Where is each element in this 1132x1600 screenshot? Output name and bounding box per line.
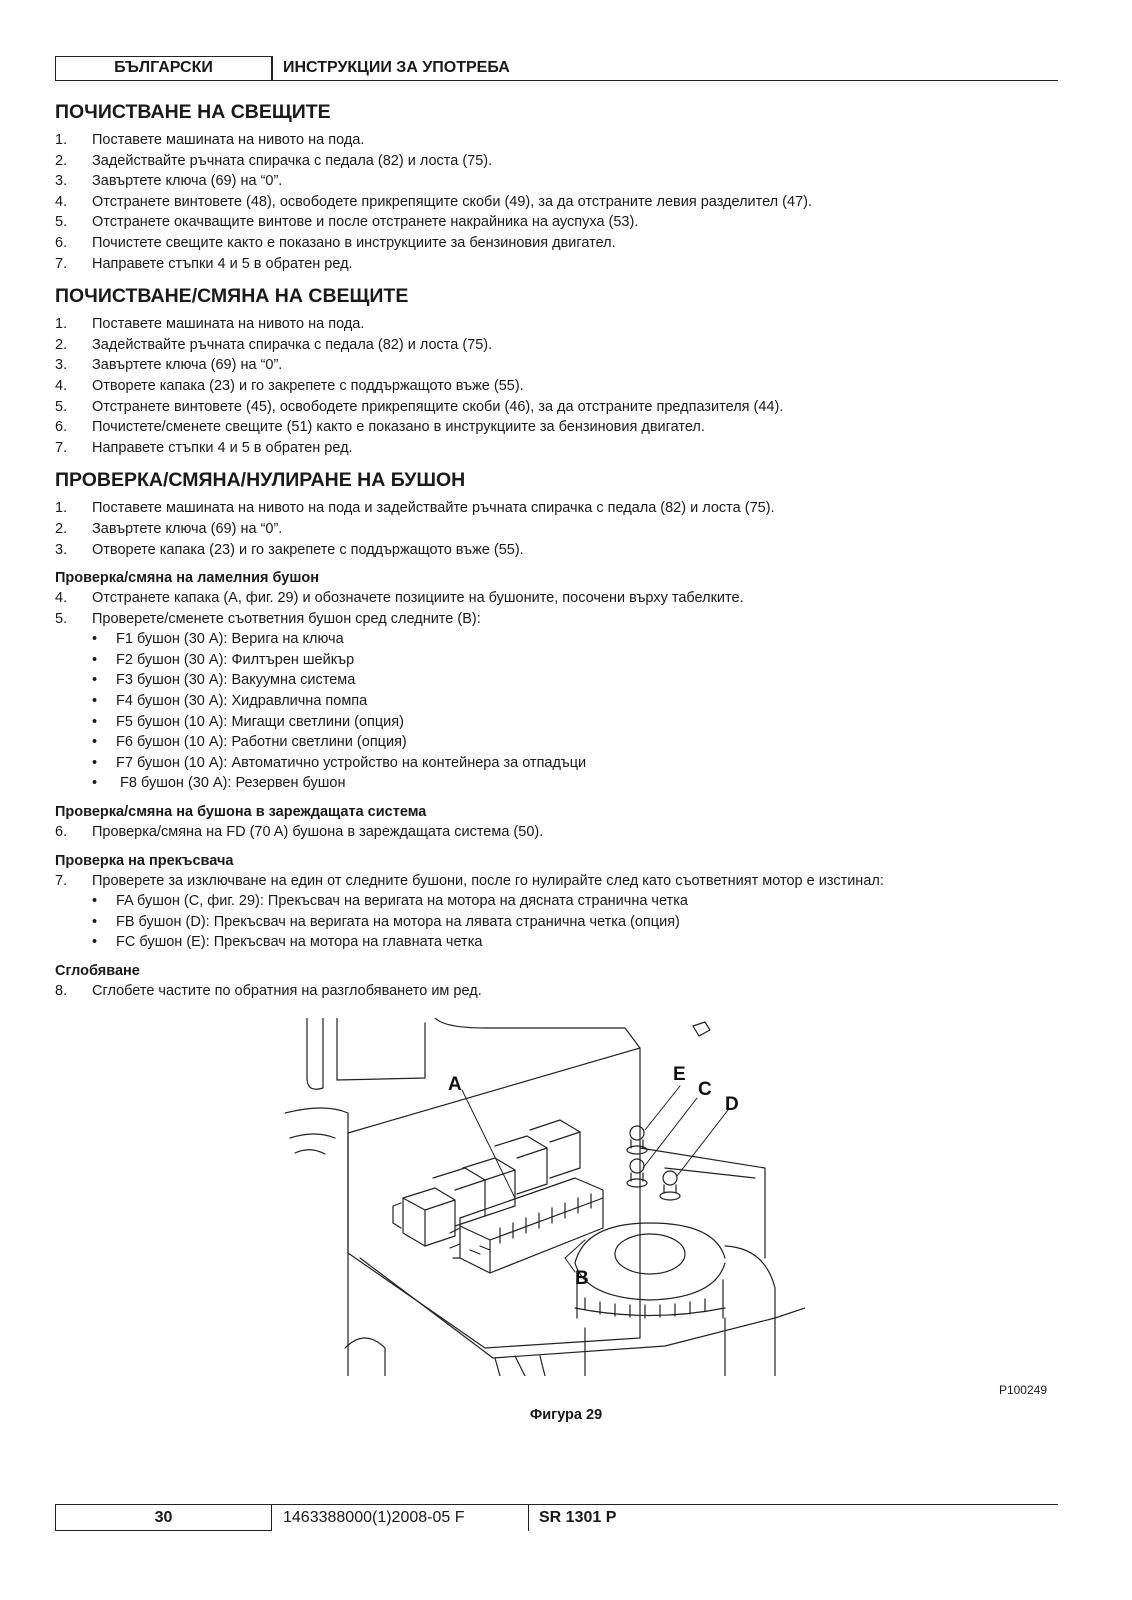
figure-fuse-box	[285, 1018, 805, 1376]
bullet-item: • FB бушон (D): Прекъсвач на веригата на мотора на лявата странична четка (опция)	[92, 913, 680, 930]
label-c: C	[698, 1079, 712, 1100]
tank-cap	[575, 1223, 775, 1376]
step: 5. Отстранете винтовете (45), освободете прикрепящите скоби (46), за да отстраните предпазителя (44).	[55, 398, 784, 415]
bullet-item: • F7 бушон (10 A): Автоматично устройство на контейнера за отпадъци	[92, 754, 587, 771]
section-spark-plug-replacement	[55, 284, 1065, 458]
step: 1. Поставете машината на нивото на пода.	[55, 132, 365, 148]
subsection-title: Проверка/смяна на ламелния бушон	[55, 570, 320, 587]
figure-caption: Фигура 29	[529, 1407, 603, 1423]
step: 5. Проверете/сменете съответния бушон сред следните (B):	[55, 610, 481, 627]
step: 5. Отстранете окачващите винтове и после отстранете накрайника на ауспуха (53).	[55, 214, 639, 231]
step: 7. Направете стъпки 4 и 5 в обратен ред.	[55, 255, 353, 272]
figure-code: P100249	[998, 1383, 1047, 1397]
step: 6. Почистете свещите както е показано в инструкциите за бензиновия двигател.	[55, 234, 616, 251]
step: 3. Завъртете ключа (69) на “0”.	[55, 173, 283, 190]
bullet-item: • FC бушон (E): Прекъсвач на мотора на главната четка	[92, 934, 483, 951]
subsection-title: Проверка/смяна на бушона в зареждащата система	[55, 804, 427, 821]
label-e: E	[673, 1064, 686, 1085]
subsection-title: Проверка на прекъсвача	[55, 852, 234, 869]
bullet-item: • F8 бушон (30 A): Резервен бушон	[92, 775, 346, 792]
footer-divider	[528, 1505, 529, 1531]
bullet-item: • F3 бушон (30 A): Вакуумна система	[92, 672, 356, 689]
step: 2. Задействайте ръчната спирачка с педала (82) и лоста (75).	[55, 336, 493, 353]
step: 4. Отстранете винтовете (48), освободете прикрепящите скоби (49), за да отстраните левия разделител (47).	[55, 193, 812, 210]
header-divider	[272, 56, 273, 80]
bullet-item: • F6 бушон (10 A): Работни светлини (опция)	[92, 734, 407, 751]
step: 4. Отворете капака (23) и го закрепете с поддържащото въже (55).	[55, 377, 524, 394]
model-name: SR 1301 P	[539, 1509, 617, 1526]
step: 6. Проверка/смяна на FD (70 A) бушона в зареждащата система (50).	[55, 824, 544, 841]
label-d: D	[725, 1094, 739, 1115]
step: 1. Поставете машината на нивото на пода и задействайте ръчната спирачка с педала (82) и лоста (75).	[55, 500, 775, 517]
header-language: БЪЛГАРСКИ	[55, 56, 272, 80]
section-title: ПРОВЕРКА/СМЯНА/НУЛИРАНЕ НА БУШОН	[55, 469, 466, 492]
page-header	[55, 56, 1058, 81]
step: 3. Завъртете ключа (69) на “0”.	[55, 357, 283, 374]
step: 6. Почистете/сменете свещите (51) както е показано в инструкциите за бензиновия двигател.	[55, 419, 705, 436]
label-a: A	[448, 1074, 462, 1095]
step: 8. Сглобете частите по обратния на разглобяването им ред.	[55, 983, 482, 999]
step: 3. Отворете капака (23) и го закрепете с поддържащото въже (55).	[55, 541, 524, 558]
page-content	[55, 100, 1065, 1012]
bullet-item: • F4 бушон (30 A): Хидравлична помпа	[92, 693, 368, 710]
step: 4. Отстранете капака (A, фиг. 29) и обозначете позициите на бушоните, посочени върху табелките.	[55, 590, 744, 607]
subsection-title: Сглобяване	[55, 963, 140, 979]
document-code: 1463388000(1)2008-05 F	[283, 1509, 465, 1526]
page-number: 30	[55, 1505, 272, 1531]
page-footer	[55, 1504, 1058, 1531]
section-fuse-check	[55, 468, 1065, 1001]
section-title: ПОЧИСТВАНЕ НА СВЕЩИТЕ	[55, 101, 331, 123]
step: 7. Направете стъпки 4 и 5 в обратен ред.	[55, 439, 353, 456]
step: 2. Завъртете ключа (69) на “0”.	[55, 520, 283, 537]
step: 2. Задействайте ръчната спирачка с педала (82) и лоста (75).	[55, 152, 493, 169]
step: 7. Проверете за изключване на един от следните бушони, после го нулирайте след като съответният мотор е изстинал:	[55, 872, 884, 889]
label-b: B	[575, 1268, 589, 1289]
section-title: ПОЧИСТВАНЕ/СМЯНА НА СВЕЩИТЕ	[55, 285, 409, 308]
bullet-item: • FA бушон (C, фиг. 29): Прекъсвач на веригата на мотора на дясната странична четка	[92, 893, 688, 910]
fuse-holder	[450, 1178, 603, 1273]
bullet-item: • F5 бушон (10 A): Мигащи светлини (опция)	[92, 713, 404, 730]
header-title: ИНСТРУКЦИИ ЗА УПОТРЕБА	[283, 59, 510, 76]
bullet-item: • F1 бушон (30 A): Верига на ключа	[92, 631, 344, 648]
step: 1. Поставете машината на нивото на пода.	[55, 316, 365, 333]
bullet-item: • F2 бушон (30 A): Филтърен шейкър	[92, 651, 355, 668]
section-spark-plug-cleaning	[55, 100, 1065, 274]
